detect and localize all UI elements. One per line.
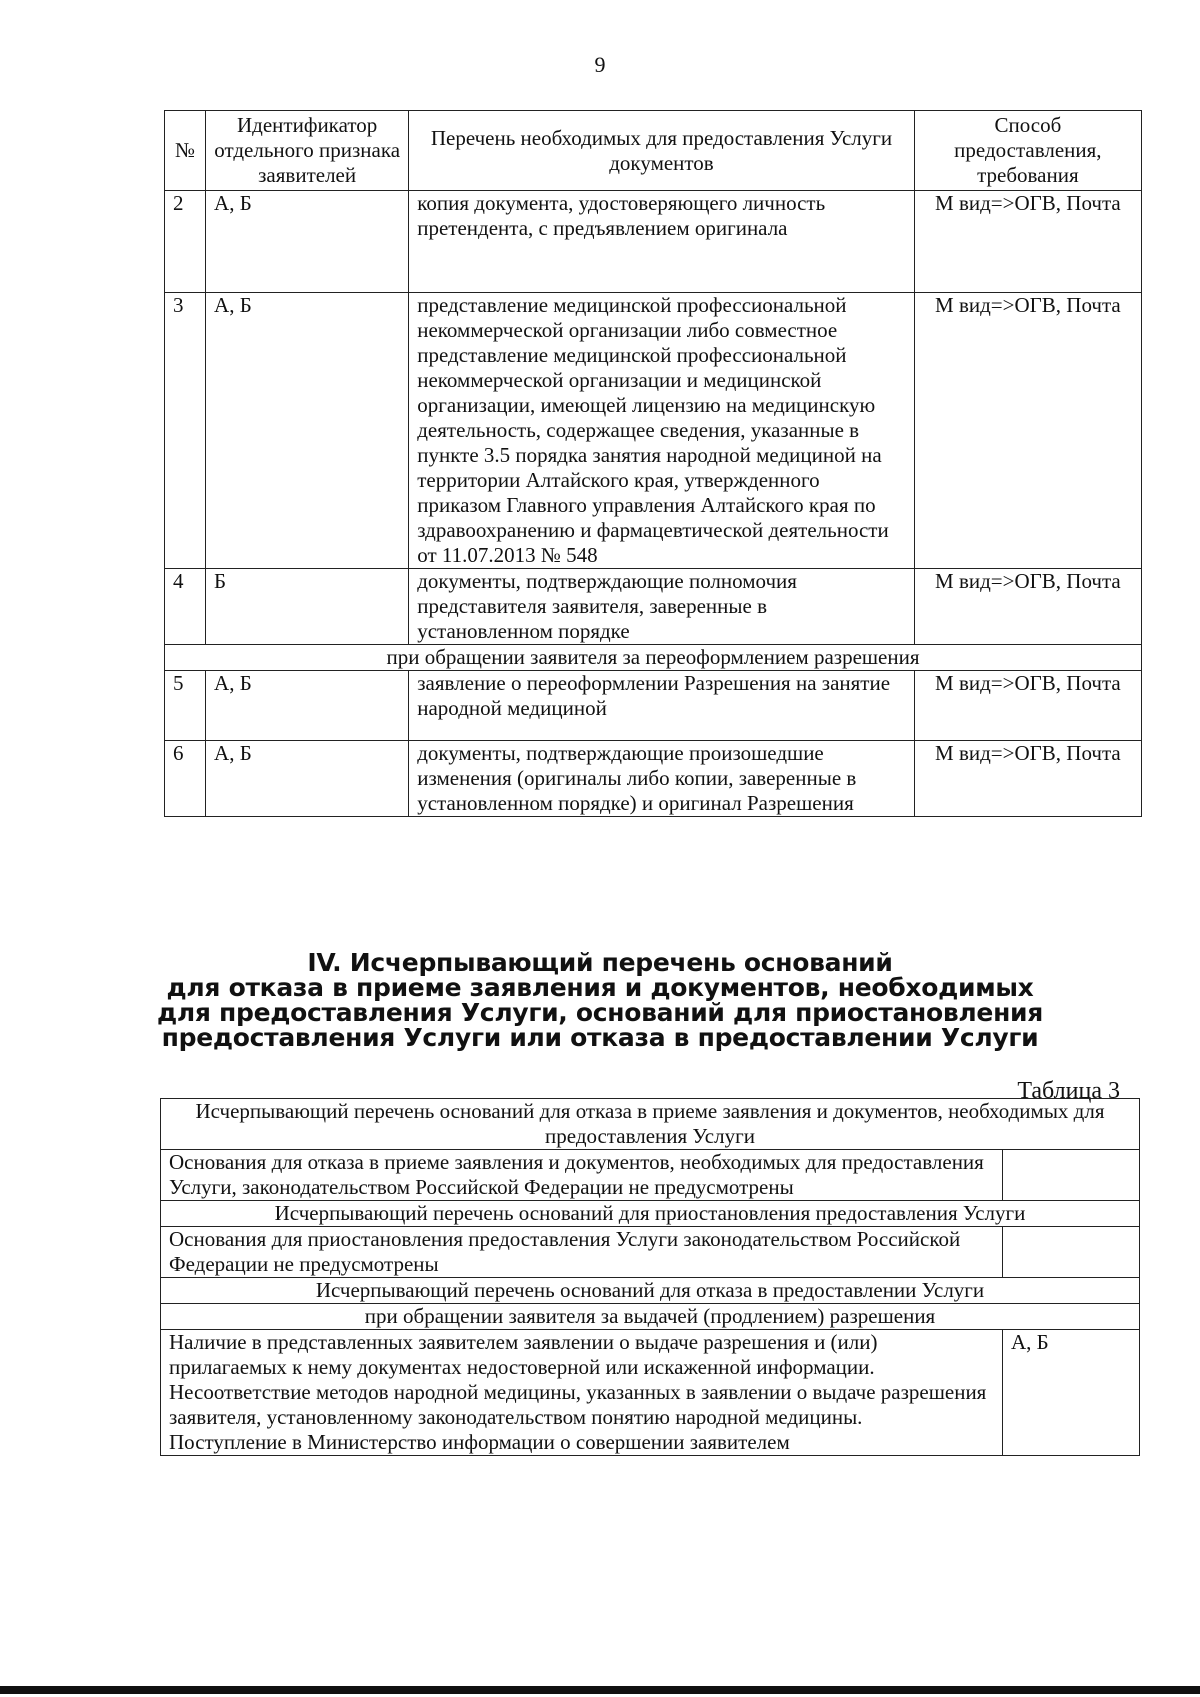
row-id: А, Б bbox=[206, 741, 409, 817]
row-num: 5 bbox=[165, 671, 206, 741]
page-number: 9 bbox=[594, 52, 606, 77]
row-num: 3 bbox=[165, 293, 206, 569]
header-identifier: Идентификатор отдельного признака заявителей bbox=[206, 111, 409, 191]
row-num: 2 bbox=[165, 191, 206, 293]
row-text: Основания для отказа в приеме заявления и документов, необходимых для предоставления Услуги, законодательством Российской Федерации не предусмотрены bbox=[161, 1150, 1003, 1201]
table-row bbox=[165, 293, 1142, 569]
row-method: М вид=>ОГВ, Почта bbox=[914, 293, 1141, 569]
table-row bbox=[165, 569, 1142, 645]
table-row bbox=[165, 741, 1142, 817]
section-title-line: для отказа в приеме заявления и документов, необходимых bbox=[166, 973, 1034, 1002]
table-row bbox=[161, 1150, 1140, 1201]
bottom-rule bbox=[0, 1686, 1200, 1694]
table-caption: Таблица 3 bbox=[1017, 1078, 1120, 1104]
row-num: 6 bbox=[165, 741, 206, 817]
row-method: М вид=>ОГВ, Почта bbox=[914, 191, 1141, 293]
row-method: М вид=>ОГВ, Почта bbox=[914, 671, 1141, 741]
table-row bbox=[161, 1227, 1140, 1278]
row-id: А, Б bbox=[206, 671, 409, 741]
row-id: Б bbox=[206, 569, 409, 645]
table-header-row bbox=[165, 111, 1142, 191]
section-title-line: предоставления Услуги или отказа в предоставлении Услуги bbox=[161, 1023, 1039, 1052]
grounds-table bbox=[160, 1098, 1140, 1456]
header-issuance: при обращении заявителя за выдачей (продлением) разрешения bbox=[161, 1304, 1140, 1330]
row-doc: документы, подтверждающие полномочия представителя заявителя, заверенные в установленном порядке bbox=[409, 569, 915, 645]
section-title-line: для предоставления Услуги, оснований для приостановления bbox=[156, 998, 1044, 1027]
header-method: Способ предоставления, требования bbox=[914, 111, 1141, 191]
row-side: А, Б bbox=[1003, 1330, 1140, 1456]
row-doc: представление медицинской профессиональной некоммерческой организации либо совместное представление медицинской профессиональной некоммерческой организации и медицинской организации, имеющей лицензию на медицинскую деятельность, содержащее сведения, указанные в пункте 3.5 порядка занятия народной медициной на территории Алтайского края, утвержденного приказом Главного управления Алтайского края по здравоохранению и фармацевтической деятельности от 11.07.2013 № 548 bbox=[409, 293, 915, 569]
row-doc: заявление о переоформлении Разрешения на занятие народной медициной bbox=[409, 671, 915, 741]
table-header-row bbox=[161, 1278, 1140, 1304]
header-refusal-service: Исчерпывающий перечень оснований для отказа в предоставлении Услуги bbox=[161, 1278, 1140, 1304]
section-title-line: IV. Исчерпывающий перечень оснований bbox=[307, 948, 893, 977]
subheader-reissue: при обращении заявителя за переоформлением разрешения bbox=[165, 645, 1142, 671]
row-doc: документы, подтверждающие произошедшие изменения (оригиналы либо копии, заверенные в установленном порядке) и оригинал Разрешения bbox=[409, 741, 915, 817]
row-side bbox=[1003, 1150, 1140, 1201]
section-title bbox=[0, 950, 1200, 1050]
header-documents: Перечень необходимых для предоставления Услуги документов bbox=[409, 111, 915, 191]
row-side bbox=[1003, 1227, 1140, 1278]
table-header-row bbox=[161, 1099, 1140, 1150]
row-paragraph: Несоответствие методов народной медицины, указанных в заявлении о выдаче разрешения заявителя, установленному законодательством понятию народной медицины. bbox=[169, 1380, 987, 1429]
row-id: А, Б bbox=[206, 191, 409, 293]
header-num: № bbox=[165, 111, 206, 191]
row-text bbox=[161, 1330, 1003, 1456]
row-id: А, Б bbox=[206, 293, 409, 569]
row-doc: копия документа, удостоверяющего личность претендента, с предъявлением оригинала bbox=[409, 191, 915, 293]
row-num: 4 bbox=[165, 569, 206, 645]
row-paragraph: Поступление в Министерство информации о совершении заявителем bbox=[169, 1430, 790, 1454]
table-row bbox=[161, 1330, 1140, 1456]
row-method: М вид=>ОГВ, Почта bbox=[914, 741, 1141, 817]
header-suspension: Исчерпывающий перечень оснований для приостановления предоставления Услуги bbox=[161, 1201, 1140, 1227]
header-refusal-acceptance: Исчерпывающий перечень оснований для отказа в приеме заявления и документов, необходимых для предоставления Услуги bbox=[161, 1099, 1140, 1150]
table-subheader-row bbox=[165, 645, 1142, 671]
row-method: М вид=>ОГВ, Почта bbox=[914, 569, 1141, 645]
table-header-row bbox=[161, 1201, 1140, 1227]
documents-table bbox=[164, 110, 1142, 817]
table-header-row bbox=[161, 1304, 1140, 1330]
table-row bbox=[165, 191, 1142, 293]
row-text: Основания для приостановления предоставления Услуги законодательством Российской Федерации не предусмотрены bbox=[161, 1227, 1003, 1278]
row-paragraph: Наличие в представленных заявителем заявлении о выдаче разрешения и (или) прилагаемых к нему документах недостоверной или искаженной информации. bbox=[169, 1330, 878, 1379]
table-row bbox=[165, 671, 1142, 741]
